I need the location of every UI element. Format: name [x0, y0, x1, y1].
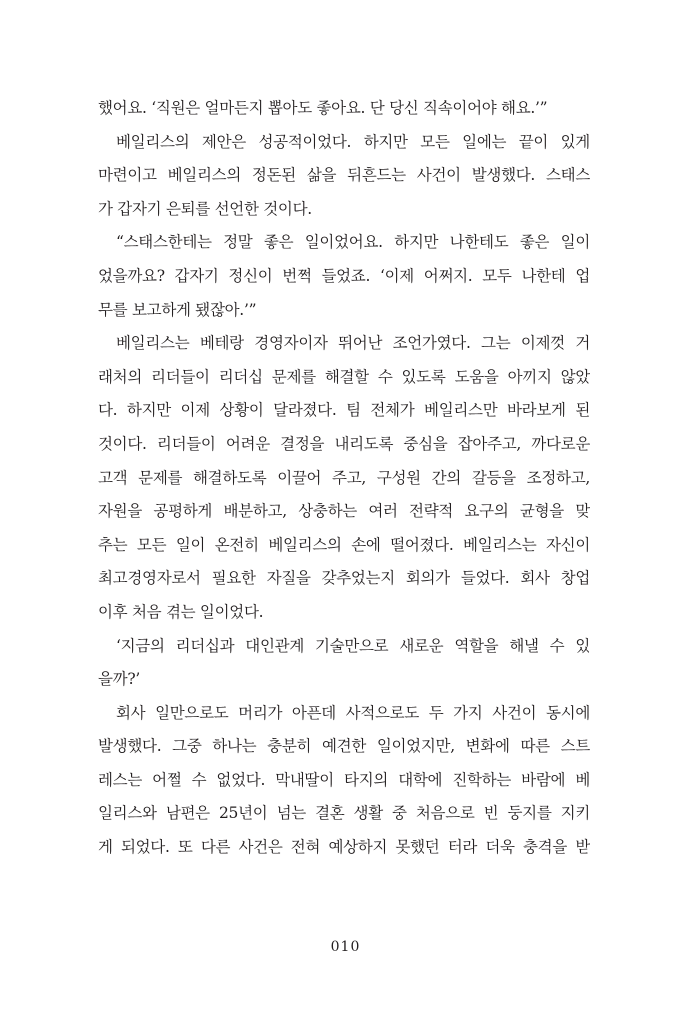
text-line: 이후 처음 겪는 일이었다. [98, 602, 264, 621]
text-line: 마련이고 베일리스의 정돈된 삶을 뒤흔드는 사건이 발생했다. 스태스 [98, 166, 590, 185]
text-line: 가 갑자기 은퇴를 선언한 것이다. [98, 199, 312, 218]
text-line: 래처의 리더들이 리더십 문제를 해결할 수 있도록 도움을 아끼지 않았 [98, 367, 590, 386]
text-line: 고객 문제를 해결하도록 이끌어 주고, 구성원 간의 갈등을 조정하고, [98, 468, 590, 487]
text-line: “스태스한테는 정말 좋은 일이었어요. 하지만 나한테도 좋은 일이 [116, 233, 590, 252]
text-line: 게 되었다. 또 다른 사건은 전혀 예상하지 못했던 터라 더욱 충격을 받 [98, 838, 590, 857]
text-line: 레스는 어쩔 수 없었다. 막내딸이 타지의 대학에 진학하는 바람에 베 [98, 770, 590, 789]
text-line: 자원을 공평하게 배분하고, 상충하는 여러 전략적 요구의 균형을 맞 [98, 502, 590, 521]
text-line: 베일리스의 제안은 성공적이었다. 하지만 모든 일에는 끝이 있게 [116, 132, 590, 151]
text-line: 것이다. 리더들이 어려운 결정을 내리도록 중심을 잡아주고, 까다로운 [98, 434, 590, 453]
text-line: 다. 하지만 이제 상황이 달라졌다. 팀 전체가 베일리스만 바라보게 된 [98, 401, 590, 420]
text-line: 최고경영자로서 필요한 자질을 갖추었는지 회의가 들었다. 회사 창업 [98, 569, 590, 588]
text-line: 회사 일만으로도 머리가 아픈데 사적으로도 두 가지 사건이 동시에 [116, 703, 590, 722]
text-line: 발생했다. 그중 하나는 충분히 예견한 일이었지만, 변화에 따른 스트 [98, 737, 590, 756]
text-line: 무를 보고하게 됐잖아.’” [98, 300, 257, 319]
text-line: 일리스와 남편은 25년이 넘는 결혼 생활 중 처음으로 빈 둥지를 지키 [98, 804, 590, 823]
text-line: 베일리스는 베테랑 경영자이자 뛰어난 조언가였다. 그는 이제껏 거 [116, 334, 590, 353]
text-line: 었을까요? 갑자기 정신이 번쩍 들었죠. ‘이제 어쩌지. 모두 나한테 업 [98, 266, 590, 285]
text-line: 추는 모든 일이 온전히 베일리스의 손에 떨어졌다. 베일리스는 자신이 [98, 535, 590, 554]
text-line: ‘지금의 리더십과 대인관계 기술만으로 새로운 역할을 해낼 수 있 [116, 636, 590, 655]
page-number: 010 [330, 939, 361, 955]
text-line: 을까?’ [98, 670, 140, 689]
body-text [98, 92, 590, 865]
text-line: 했어요. ‘직원은 얼마든지 뽑아도 좋아요. 단 당신 직속이어야 해요.’” [98, 99, 548, 117]
